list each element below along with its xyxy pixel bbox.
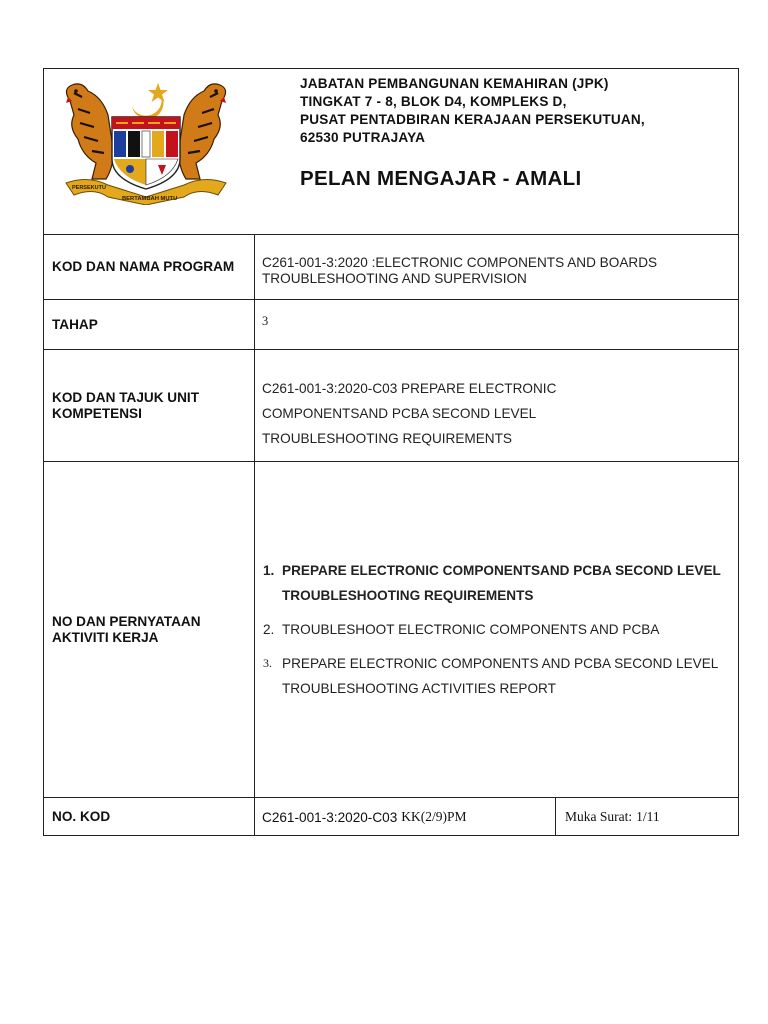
org-line: JABATAN PEMBANGUNAN KEMAHIRAN (JPK) — [300, 76, 609, 91]
activity-item — [263, 558, 732, 608]
document-title: PELAN MENGAJAR - AMALI — [300, 167, 582, 190]
unit-line: COMPONENTSAND PCBA SECOND LEVEL — [262, 406, 537, 421]
activity-list — [263, 558, 732, 710]
unit-value — [255, 350, 738, 461]
unit-line: TROUBLESHOOTING REQUIREMENTS — [262, 431, 512, 446]
activity-row — [44, 462, 738, 798]
level-value: 3 — [262, 314, 269, 328]
unit-row — [44, 350, 738, 462]
org-line: TINGKAT 7 - 8, BLOK D4, KOMPLEKS D, — [300, 94, 567, 109]
program-label: KOD DAN NAMA PROGRAM — [44, 235, 255, 299]
org-line: 62530 PUTRAJAYA — [300, 130, 426, 145]
organization-address — [300, 75, 645, 147]
page-number-separator: : — [628, 809, 633, 824]
unit-line: C261-001-3:2020-C03 PREPARE ELECTRONIC — [262, 381, 557, 396]
activity-text: TROUBLESHOOT ELECTRONIC COMPONENTS AND PCBA — [282, 622, 660, 637]
crest-shield-icon — [112, 117, 180, 189]
lesson-plan-form — [43, 68, 739, 836]
level-label: TAHAP — [44, 300, 255, 349]
program-value — [255, 235, 738, 299]
program-line: TROUBLESHOOTING AND SUPERVISION — [262, 271, 527, 286]
activity-text: PREPARE ELECTRONIC COMPONENTSAND PCBA SECOND LEVEL TROUBLESHOOTING REQUIREMENTS — [282, 563, 721, 603]
activity-label: NO DAN PERNYATAAN AKTIVITI KERJA — [44, 462, 255, 797]
right-tiger-icon — [179, 84, 226, 179]
code-value-main: C261-001-3:2020-C03 — [262, 809, 398, 825]
level-row — [44, 300, 738, 350]
malaysia-coat-of-arms-icon — [58, 79, 234, 205]
crest-ribbon-bottom-text: BERTAMBAH MUTU — [122, 196, 178, 202]
page-number-value: 1/11 — [636, 809, 660, 824]
code-value — [255, 798, 556, 836]
crest-ribbon-left-text: PERSEKUTU — [72, 185, 106, 191]
activity-number: 1. — [263, 563, 275, 578]
activity-item — [263, 617, 732, 642]
unit-label: KOD DAN TAJUK UNIT KOMPETENSI — [44, 350, 255, 461]
activity-text: PREPARE ELECTRONIC COMPONENTS AND PCBA SECOND LEVEL TROUBLESHOOTING ACTIVITIES REPORT — [282, 656, 718, 696]
left-tiger-icon — [66, 84, 113, 179]
page-number — [556, 798, 738, 836]
code-value-suffix: KK(2/9)PM — [401, 809, 467, 824]
activity-number: 3. — [263, 656, 272, 670]
program-line: C261-001-3:2020 :ELECTRONIC COMPONENTS AND BOARDS — [262, 255, 658, 270]
code-row — [44, 798, 738, 836]
activity-number: 2. — [263, 622, 275, 637]
org-line: PUSAT PENTADBIRAN KERAJAAN PERSEKUTUAN, — [300, 112, 645, 127]
activity-value — [255, 462, 738, 797]
activity-item — [263, 651, 732, 701]
form-header — [44, 69, 738, 235]
program-row — [44, 235, 738, 300]
page-number-label: Muka Surat — [565, 809, 629, 824]
code-label: NO. KOD — [44, 798, 255, 836]
